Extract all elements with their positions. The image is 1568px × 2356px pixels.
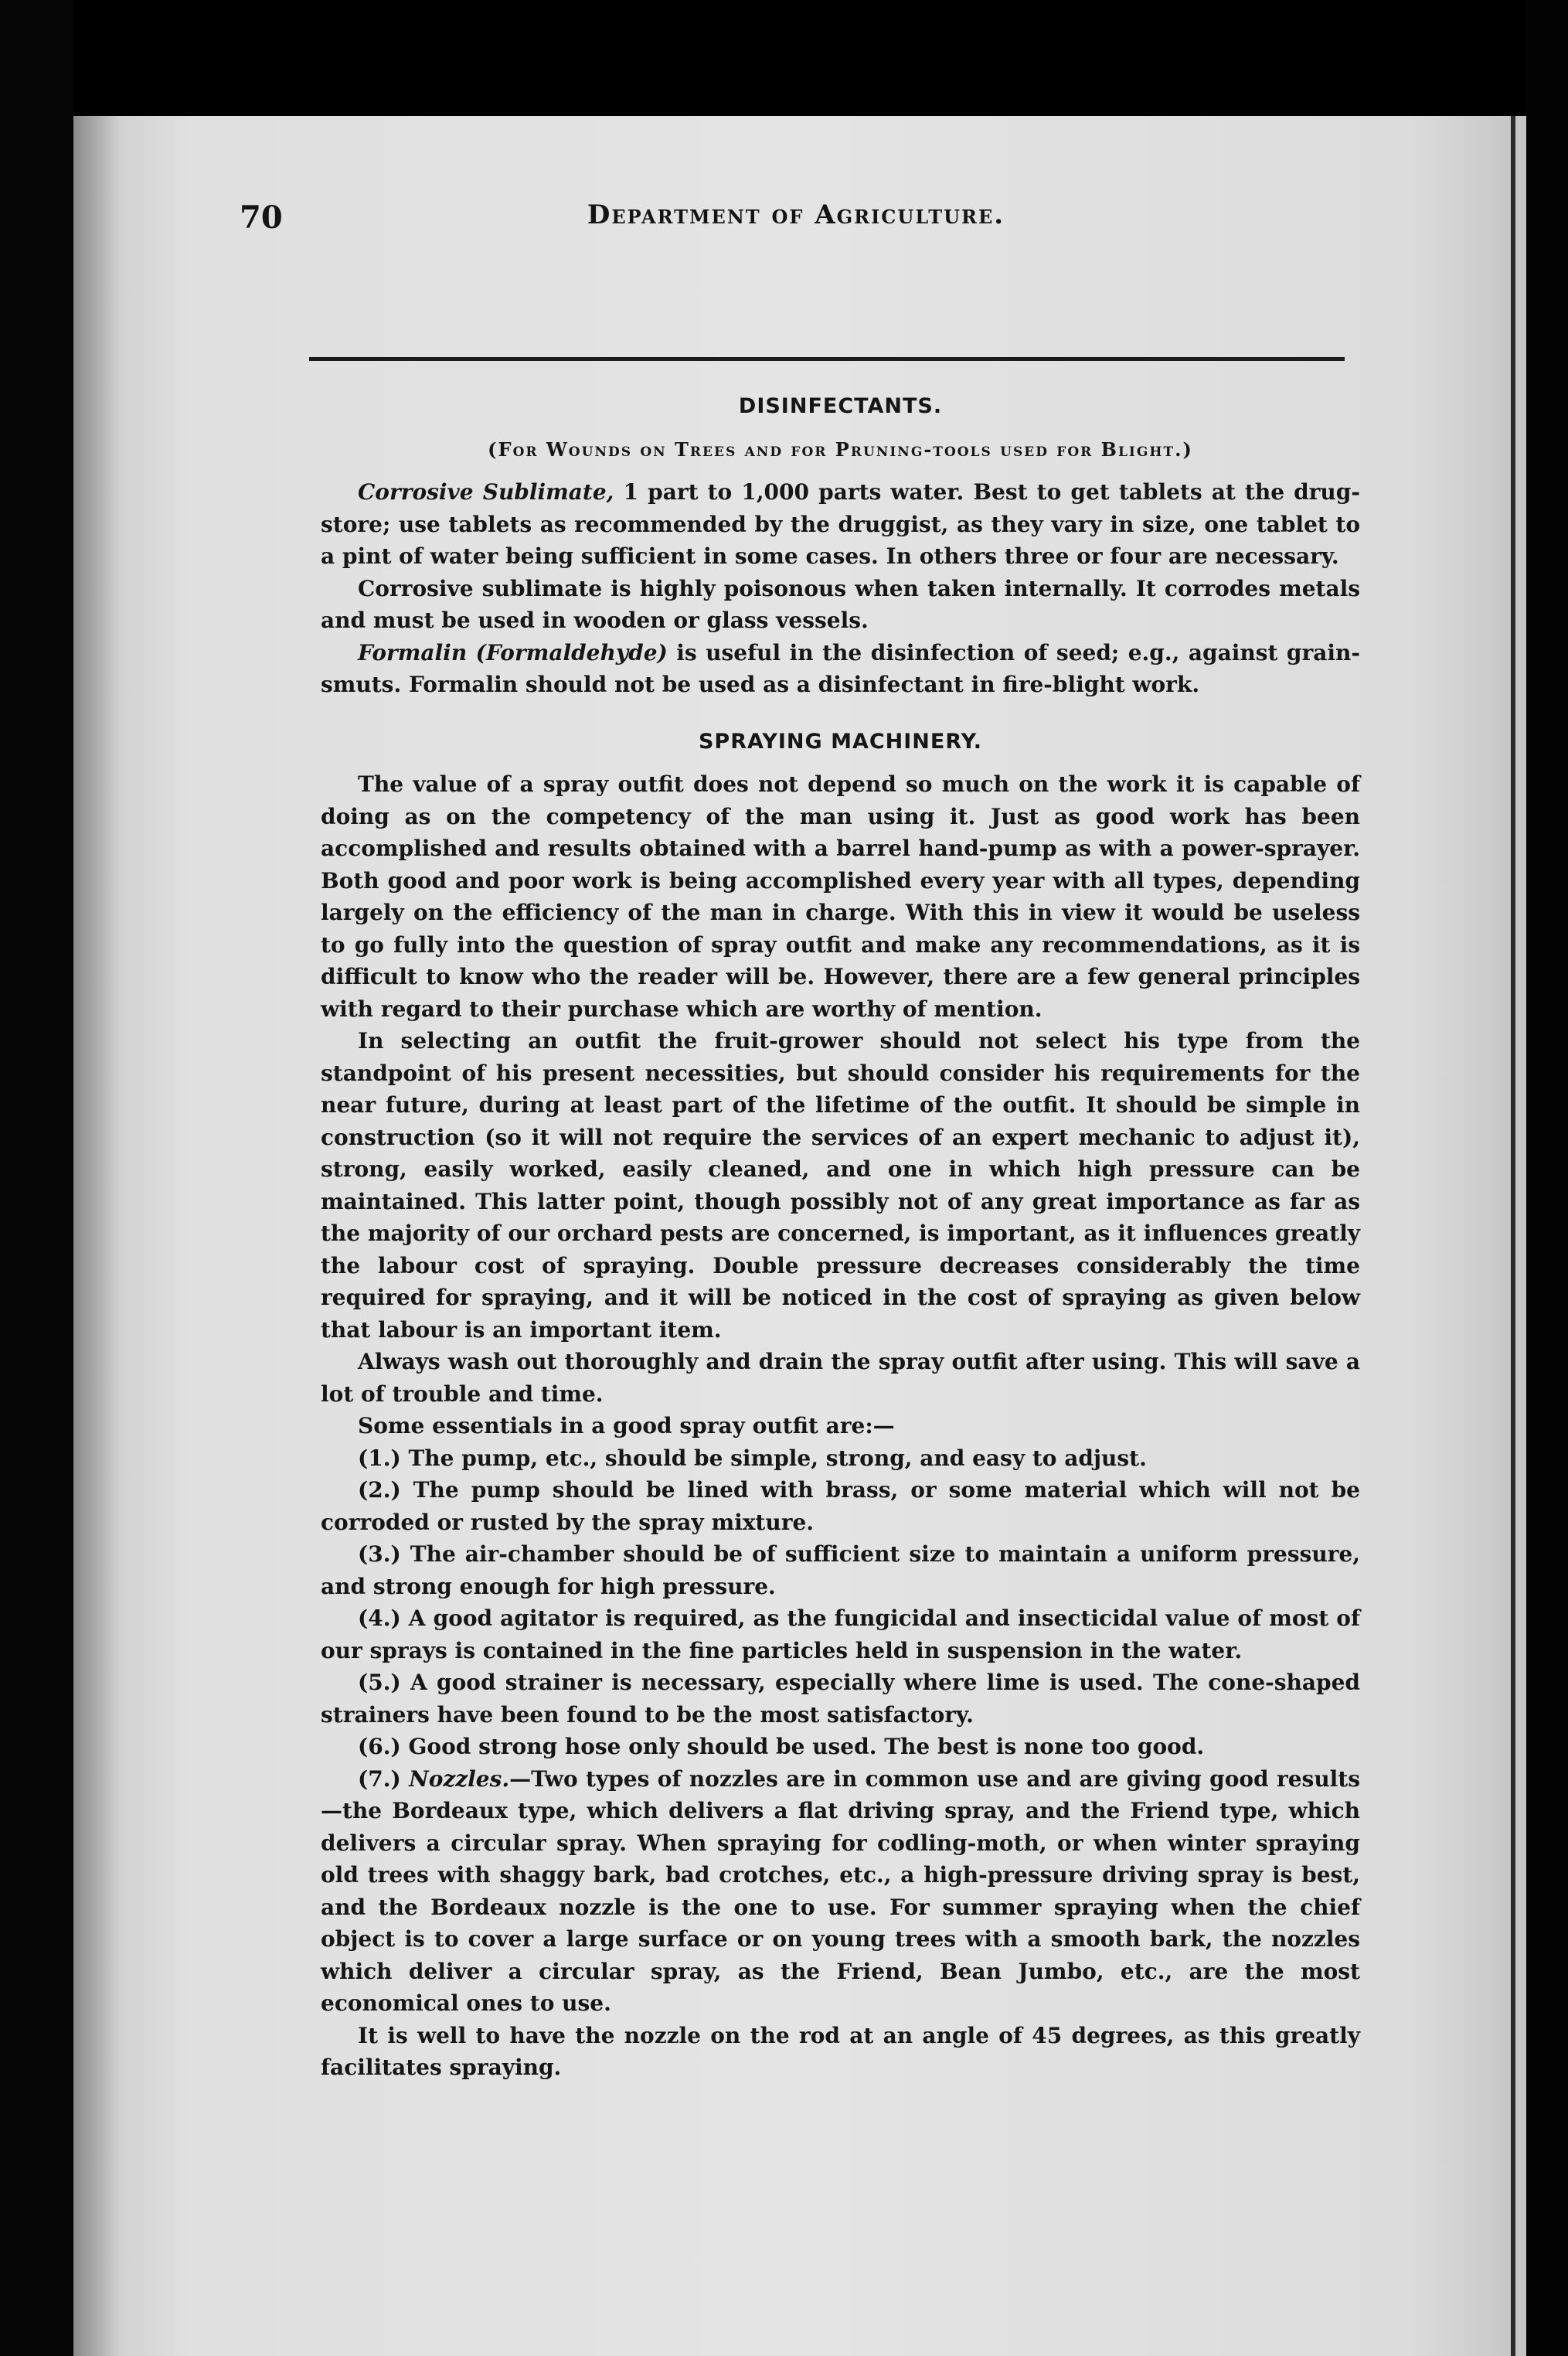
italic-lead: Corrosive Sublimate, bbox=[358, 479, 614, 505]
list-item: (4.) A good agitator is required, as the fungicidal and insecticidal value of most of our sprays is contained in the fine particles held in suspension in the water. bbox=[321, 1605, 1360, 1663]
running-head: Department of Agriculture. bbox=[587, 199, 1005, 230]
list-item: (3.) The air-chamber should be of sufficient size to maintain a uniform pressure, and strong enough for high pressure. bbox=[321, 1541, 1360, 1599]
paragraph: In selecting an outfit the fruit-grower should not select his type from the standpoint of his present necessities, but should consider his requirements for the near future, during at least part of the lifetime of the outfit. It should be simple in construction (so it will not require the services of an expert mechanic to adjust it), strong, easily worked, easily cleaned, and one in which high pressure can be maintained. This latter point, though possibly not of any great importance as far as the majority of our orchard pests are concerned, is important, as it influences greatly the labour cost of spraying. Double pressure decreases considerably the time required for spraying, and it will be noticed in the cost of spraying as given below that labour is an important item. bbox=[321, 1028, 1360, 1343]
list-item bbox=[321, 1763, 1360, 2020]
list-item: (2.) The pump should be lined with brass, or some material which will not be corroded or rusted by the spray mixture. bbox=[321, 1477, 1360, 1535]
page-gutter-line bbox=[1511, 116, 1515, 2356]
paragraph-text: is useful in the disinfection of seed; e.g., against grain-smuts. Formalin should not be used as a disinfectant in fire-blight work. bbox=[321, 639, 1361, 697]
film-border-right bbox=[1526, 0, 1568, 2356]
list-item: (5.) A good strainer is necessary, especially where lime is used. The cone-shaped strainers have been found to be the most satisfactory. bbox=[321, 1670, 1360, 1728]
spacer bbox=[321, 701, 1360, 718]
paragraph: The value of a spray outfit does not depend so much on the work it is capable of doing as on the competency of the man using it. Just as good work has been accomplished and results obtained with a barrel hand-pump as with a power-sprayer. Both good and poor work is being accomplished every year with all types, depending largely on the efficiency of the man in charge. With this in view it would be useless to go fully into the question of spray outfit and make any recommendations, as it is difficult to know who the reader will be. However, there are a few general principles with regard to their purchase which are worthy of mention. bbox=[321, 771, 1360, 1022]
header-rule bbox=[309, 357, 1345, 361]
section-heading-disinfectants: DISINFECTANTS. bbox=[738, 394, 943, 418]
list-item: (6.) Good strong hose only should be used. The best is none too good. bbox=[358, 1734, 1205, 1759]
paragraph: Corrosive sublimate is highly poisonous when taken internally. It corrodes metals and must be used in wooden or glass vessels. bbox=[321, 575, 1360, 633]
paragraph bbox=[321, 637, 1360, 701]
italic-lead: Formalin (Formaldehyde) bbox=[358, 639, 668, 666]
section-heading-spraying-machinery: SPRAYING MACHINERY. bbox=[698, 729, 982, 754]
film-border-left bbox=[0, 0, 73, 2356]
page-number: 70 bbox=[240, 199, 283, 236]
italic-lead: Nozzles. bbox=[409, 1765, 510, 1792]
paragraph bbox=[321, 476, 1360, 573]
item-number: (7.) bbox=[358, 1765, 401, 1792]
paragraph-text: 1 part to 1,000 parts water. Best to get tablets at the drug-store; use tablets as recommended by the druggist, as they vary in size, one tablet to a pint of water being sufficient in some cases. In others three or four are necessary. bbox=[321, 479, 1360, 569]
paragraph: Some essentials in a good spray outfit are:— bbox=[358, 1413, 895, 1438]
paragraph: It is well to have the nozzle on the rod at an angle of 45 degrees, as this greatly facilitates spraying. bbox=[321, 2022, 1360, 2080]
page-header bbox=[240, 199, 1352, 254]
page-edge-shadow bbox=[73, 116, 120, 2356]
page-body bbox=[321, 383, 1360, 2084]
paragraph: Always wash out thoroughly and drain the spray outfit after using. This will save a lot of trouble and time. bbox=[321, 1349, 1360, 1407]
list-item: (1.) The pump, etc., should be simple, strong, and easy to adjust. bbox=[358, 1445, 1147, 1471]
item-text: —Two types of nozzles are in common use and are giving good results —the Bordeaux type, which delivers a flat driving spray, and the Friend type, which delivers a circular spray. When spraying for codling-moth, or when winter spraying old trees with shaggy bark, bad crotches, etc., a high-pressure driving spray is best, and the Bordeaux nozzle is the one to use. For summer spraying when the chief object is to cover a large surface or on young trees with a smooth bark, the nozzles which deliver a circular spray, as the Friend, Bean Jumbo, etc., are the most economical ones to use. bbox=[321, 1765, 1361, 2016]
section-subheading: (For Wounds on Trees and for Pruning-tools used for Blight.) bbox=[488, 437, 1193, 461]
